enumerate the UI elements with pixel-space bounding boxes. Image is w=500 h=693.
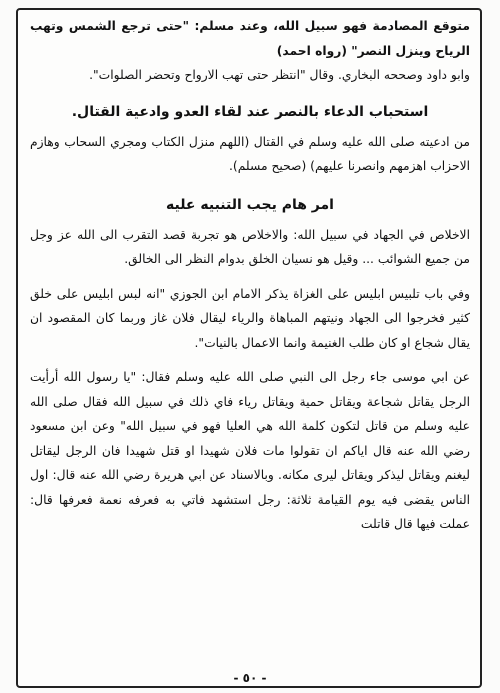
page-content xyxy=(30,14,470,657)
intro-line-1: متوقع المصادمة فهو سبيل الله، وعند مسلم: "حتى ترجع الشمس وتهب الرياح وينزل النصر" (رواه احمد) xyxy=(30,19,470,58)
paragraph-ikhlas: الاخلاص في الجهاد في سبيل الله: والاخلاص هو تجربة قصد التقرب الى الله عز وجل من جميع الشوائب ... وقيل هو نسيان الخلق بدوام النظر الى الخالق. xyxy=(30,227,470,266)
paragraph-hadith: عن ابي موسى جاء رجل الى النبي صلى الله عليه وسلم فقال: "يا رسول الله أرأيت الرجل يقاتل شجاعة ويقاتل حمية ويقاتل رياء فاي ذلك في سبيل الله فقال صلى الله عليه وسلم من قاتل لتكون كلمة الله هي العليا فهو في سبيل الله" وعن ابن مسعود رضي الله عنه قال اياكم ان تقولوا مات فلان شهيدا او قتل شهيدا فان الرجل ليقاتل ليغنم ويقاتل ليذكر ويقاتل ليرى مكانه. وبالاسناد عن ابي هريرة رضي الله عنه قال: اول الناس يقضى فيه يوم القيامة ثلاثة: رجل استشهد فاتي به فعرفه نعمة فعرفها قال: عملت فيها قال قاتلت xyxy=(30,370,470,531)
paragraph-dua: من ادعيته صلى الله عليه وسلم في القتال (اللهم منزل الكتاب ومجري السحاب وهازم الاحزاب اهزمهم وانصرنا عليهم) (صحيح مسلم). xyxy=(30,134,470,173)
page-number: - ٥٠ - xyxy=(233,671,267,685)
paragraph-talbees: وفي باب تلبيس ابليس على الغزاة يذكر الامام ابن الجوزي "انه لبس ابليس على خلق كثير فخرجوا الى الجهاد ونيتهم المباهاة والرياء ليقال فلان غاز وربما كان المقصود ان يقال شجاع او كان طلب الغنيمة وانما الاعمال بالنيات". xyxy=(30,286,470,350)
intro-line-2: وابو داود وصححه البخاري. وقال "انتظر حتى تهب الارواح وتحضر الصلوات". xyxy=(89,68,470,82)
section-heading-dua: استحباب الدعاء بالنصر عند لقاء العدو وادعية القتال. xyxy=(71,103,429,120)
section-heading-important: امر هام يجب التنبيه عليه xyxy=(166,196,334,213)
